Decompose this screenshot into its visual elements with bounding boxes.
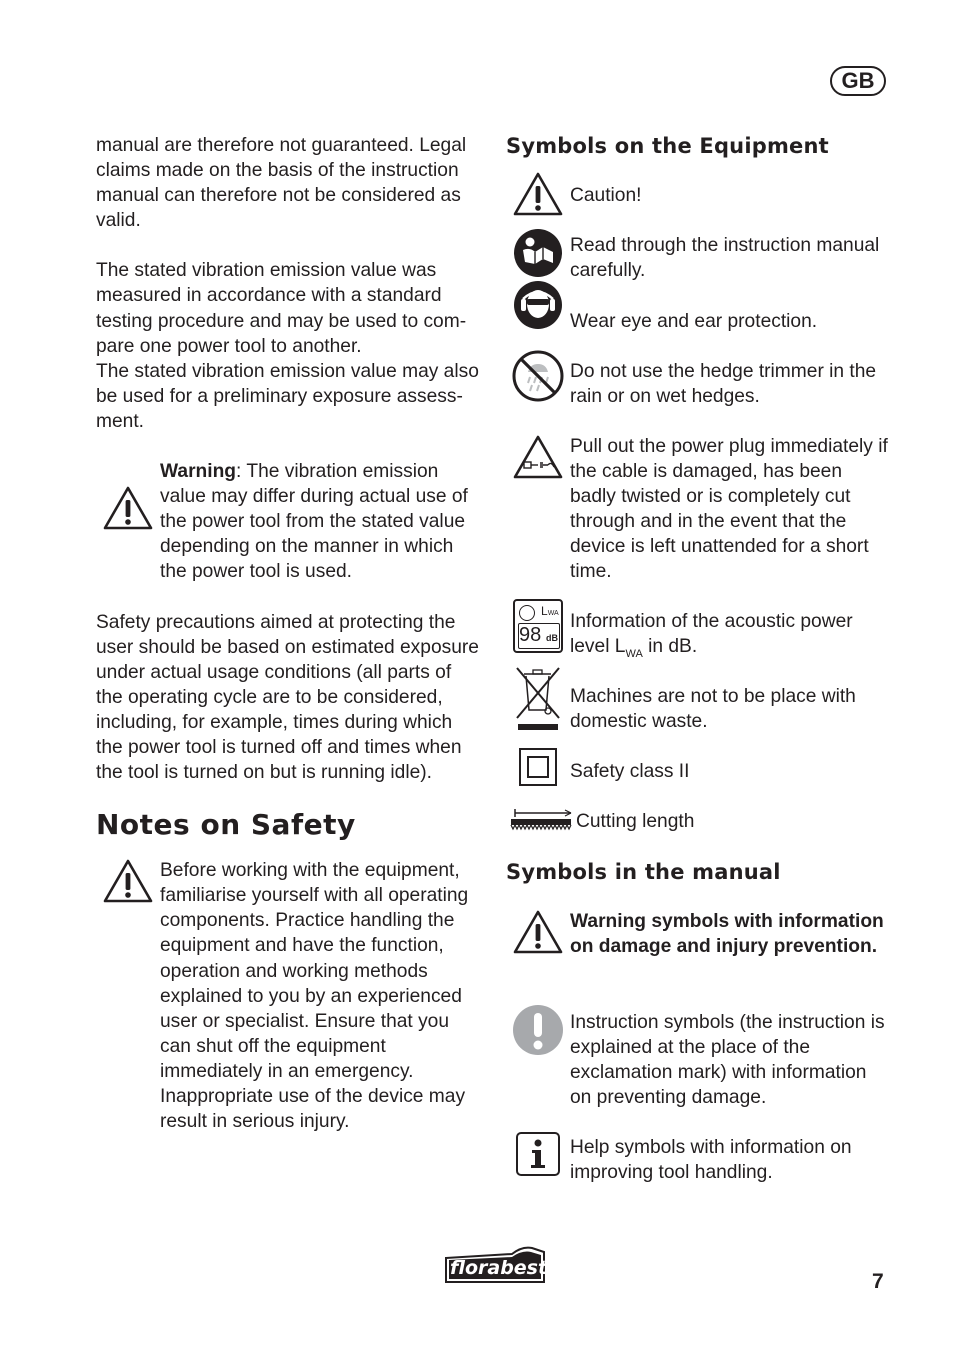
- unplug-cable-icon: [506, 434, 570, 480]
- warning-triangle-icon: [506, 909, 570, 955]
- acoustic-text: [570, 609, 890, 659]
- symbols-manual-title: Symbols in the manual: [506, 860, 781, 884]
- symbol-text: Machines are not to be place with domestic waste.: [570, 686, 856, 733]
- sound-level-unit: dB: [546, 633, 558, 643]
- notes-on-safety-block: [96, 858, 482, 1134]
- right-column: [506, 133, 890, 1185]
- symbol-row-cutting-length: [506, 809, 890, 857]
- acoustic-text-end: in dB.: [642, 636, 698, 658]
- vibration-line: testing procedure and may be used to com-: [96, 310, 467, 332]
- sound-level-sub: WA: [547, 610, 559, 617]
- sound-level-value: 98: [519, 624, 542, 646]
- vibration-paragraph: [96, 258, 482, 434]
- crossed-bin-icon: [506, 664, 570, 730]
- cutting-length-icon: [506, 805, 576, 831]
- vibration-line: The stated vibration emission value was: [96, 260, 437, 282]
- vibration-warning: [96, 459, 482, 584]
- eye-ear-protection-icon: [506, 280, 570, 330]
- brand-logo: [442, 1244, 548, 1286]
- sound-level-icon: [506, 599, 570, 653]
- vibration-line: measured in accordance with a standard: [96, 285, 442, 307]
- acoustic-text-main: Information of the acoustic power level L: [570, 611, 853, 658]
- manual-instruction-text: Instruction symbols (the instruction is explained at the place of the exclamation mark) with information on preventing damage.: [570, 1012, 885, 1109]
- manual-row-warning: [506, 909, 890, 1010]
- manual-help-text: Help symbols with information on improving tool handling.: [570, 1137, 852, 1184]
- symbol-text: Safety class II: [570, 761, 690, 782]
- manual-warning-text: Warning symbols with information on damage and injury prevention.: [570, 911, 884, 958]
- intro-paragraph: manual are therefore not guaranteed. Legal claims made on the basis of the instruction manual can therefore not be considered as valid.: [96, 135, 467, 232]
- symbol-text: Cutting length: [576, 811, 695, 832]
- notes-on-safety-title: Notes on Safety: [96, 808, 356, 842]
- vibration-line: ment.: [96, 410, 144, 432]
- vibration-line: pare one power tool to another.: [96, 335, 362, 357]
- notes-on-safety-text: Before working with the equipment, familiarise yourself with all operating components. Practice handling the equipment and have the function, operation and working methods explained to you by an experienced user or specialist. Ensure that you can shut off the equipment immediately in an emergency. Inappropriate use of the device may result in serious injury.: [160, 860, 469, 1133]
- symbol-text: Do not use the hedge trimmer in the rain or on wet hedges.: [570, 361, 877, 408]
- exclamation-circle-icon: [506, 1004, 570, 1056]
- symbol-text: Pull out the power plug immediately if the cable is damaged, has been badly twisted or is completely cut through and in the event that the device is left unattended for a short time.: [570, 436, 888, 583]
- warning-text: : The vibration emission value may differ during actual use of the power tool from the stated value depending on the manner in which the power tool is used.: [160, 461, 468, 583]
- symbol-row-caution: [506, 183, 890, 233]
- symbols-equipment-title: Symbols on the Equipment: [506, 134, 829, 158]
- manual-row-instruction: [506, 1010, 890, 1135]
- warning-triangle-icon: [96, 459, 160, 531]
- vibration-line: The stated vibration emission value may also: [96, 360, 479, 382]
- safety-class-ii-icon: [506, 747, 570, 787]
- no-rain-icon: [506, 350, 570, 402]
- manual-row-help: [506, 1135, 890, 1185]
- symbol-row-eye-ear-protection: [506, 284, 890, 359]
- sound-level-l: L: [541, 604, 548, 618]
- warning-triangle-icon: [96, 858, 160, 904]
- symbol-text: Wear eye and ear protection.: [570, 311, 818, 332]
- symbol-row-no-rain: [506, 359, 890, 434]
- symbol-text: Caution!: [570, 185, 642, 206]
- symbol-row-unplug: [506, 434, 890, 609]
- vibration-line: be used for a preliminary exposure assess-: [96, 385, 463, 407]
- brand-name: florabest: [450, 1257, 548, 1279]
- read-manual-icon: [506, 228, 570, 278]
- acoustic-text-sub: WA: [625, 647, 643, 660]
- symbol-row-safety-class: [506, 759, 890, 809]
- caution-triangle-icon: [506, 171, 570, 217]
- info-icon: [506, 1131, 570, 1177]
- language-badge: GB: [830, 66, 886, 96]
- page-number: 7: [872, 1270, 884, 1293]
- safety-precautions-paragraph: Safety precautions aimed at protecting the user should be based on estimated exposure under actual usage conditions (all parts of the operating cycle are to be considered, including, for example, times during which the power tool is turned off and times when the tool is turned on but is running idle).: [96, 611, 479, 784]
- symbol-text: Read through the instruction manual carefully.: [570, 235, 880, 282]
- warning-label: Warning: [160, 461, 237, 483]
- left-column: [96, 133, 482, 1134]
- symbol-row-read-manual: [506, 233, 890, 284]
